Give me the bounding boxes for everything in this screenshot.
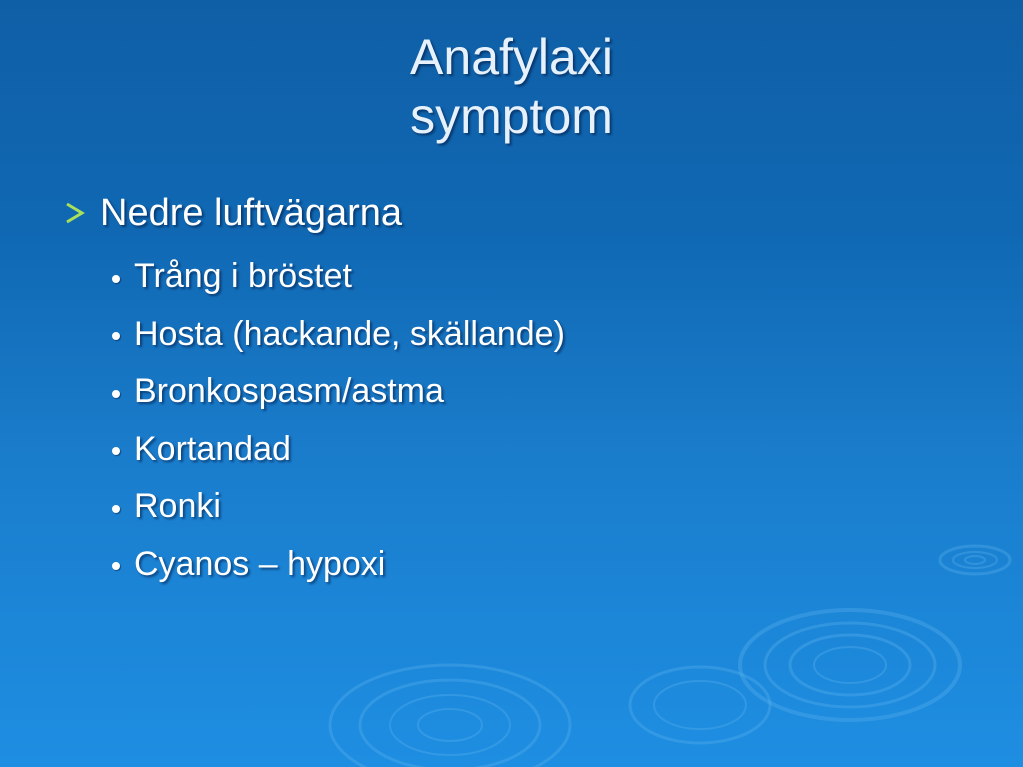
arrow-bullet-icon	[62, 200, 88, 226]
heading-bullet-text: Nedre luftvägarna	[100, 191, 403, 234]
dot-bullet-icon	[112, 505, 120, 513]
list-item	[112, 248, 565, 306]
list-item-text: Hosta (hackande, skällande)	[134, 314, 565, 353]
list-item	[112, 421, 565, 479]
list-item	[112, 478, 565, 536]
list-item-text: Cyanos – hypoxi	[134, 544, 386, 583]
list-item-text: Trång i bröstet	[134, 257, 352, 296]
slide-title	[0, 28, 1023, 146]
list-item	[112, 306, 565, 364]
title-line-1: Anafylaxi	[410, 29, 613, 85]
dot-bullet-icon	[112, 390, 120, 398]
dot-bullet-icon	[112, 562, 120, 570]
dot-bullet-icon	[112, 275, 120, 283]
dot-bullet-icon	[112, 447, 120, 455]
list-item	[112, 363, 565, 421]
heading-bullet	[62, 188, 402, 238]
list-item-text: Kortandad	[134, 429, 291, 468]
dot-bullet-icon	[112, 332, 120, 340]
sub-bullet-list	[112, 248, 565, 593]
list-item-text: Ronki	[134, 487, 221, 526]
title-line-2: symptom	[410, 88, 613, 144]
list-item	[112, 536, 565, 594]
list-item-text: Bronkospasm/astma	[134, 372, 444, 411]
